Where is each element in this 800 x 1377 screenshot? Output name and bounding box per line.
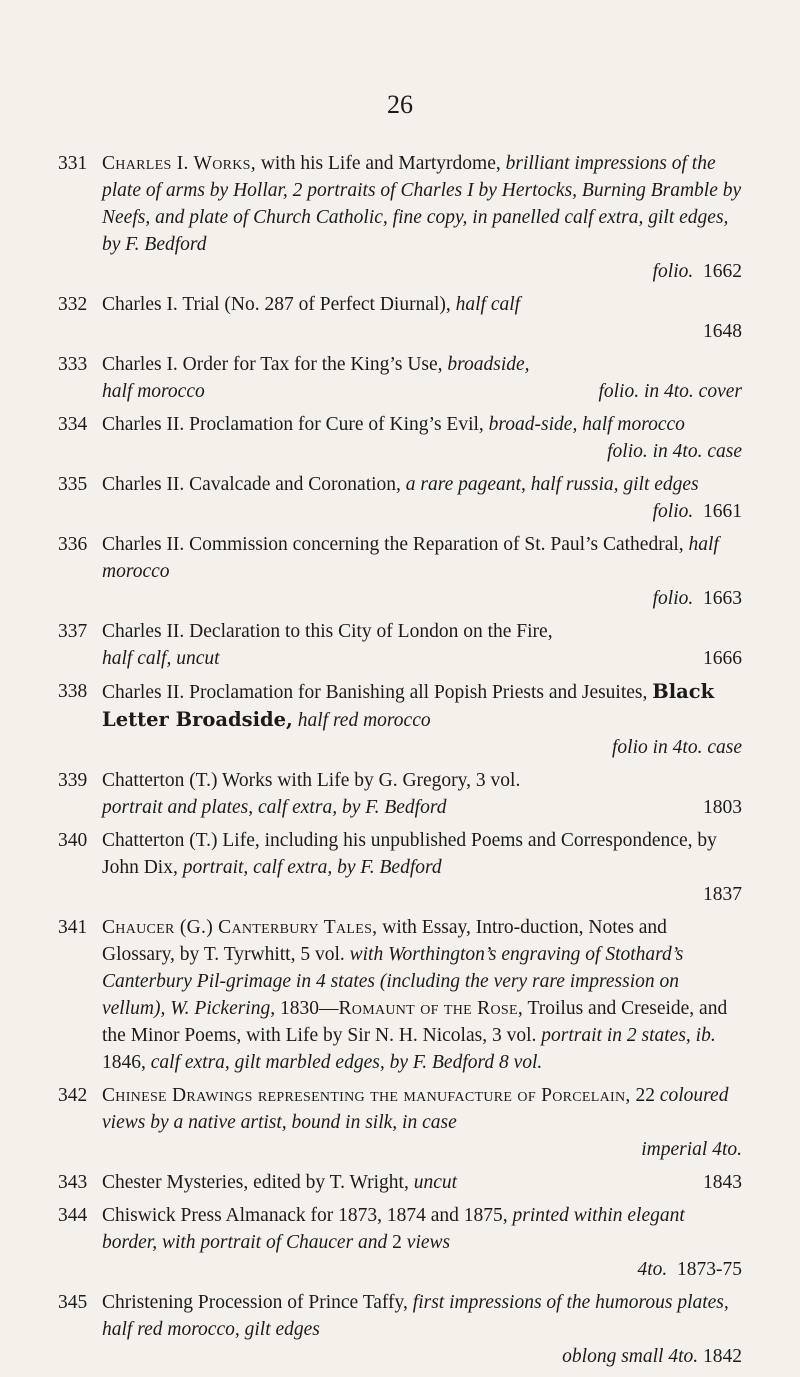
entry-date: 1661: [703, 501, 742, 522]
entry-count: 2: [387, 1232, 407, 1253]
entry-description: Charles I. Order for Tax for the King’s Use,: [102, 354, 448, 375]
entry-description: Charles II. Proclamation for Cure of King’s Evil,: [102, 414, 489, 435]
catalogue-entry-342: [58, 1082, 742, 1163]
entry-format-text: folio. in 4to. case: [607, 441, 742, 462]
entry-description: Charles II. Cavalcade and Coronation,: [102, 474, 406, 495]
entry-type: Black Letter Broadside,: [102, 680, 715, 731]
entry-text: [102, 351, 742, 405]
lot-number: 339: [58, 770, 88, 791]
catalogue-entry-331: [58, 150, 742, 285]
entry-format-date: [102, 258, 742, 285]
entry-format: [102, 438, 742, 465]
entry-plates: with Worthington’s engraving of Stothard’s Canterbury Pil-grimage in 4 states (including the very rare impression on vellum), W. Pickering,: [102, 944, 684, 1019]
entry-text: [102, 411, 742, 465]
catalogue-entry-333: [58, 351, 742, 405]
entry-binding: coloured views by a native artist, bound in silk, in case: [102, 1085, 729, 1133]
entry-binding-date: [102, 645, 742, 672]
lot-number: 343: [58, 1172, 88, 1193]
entry-count: 22: [630, 1085, 660, 1106]
entry-description: Chatterton (T.) Works with Life by G. Gregory, 3 vol.: [102, 770, 521, 791]
catalogue-entry-334: [58, 411, 742, 465]
entry-text: [102, 827, 742, 908]
entry-text: [102, 767, 742, 821]
entry-binding: portrait, calf extra, by F. Bedford: [182, 857, 442, 878]
lot-number: 345: [58, 1292, 88, 1313]
entry-text: [102, 914, 742, 1076]
entry-format-date: [102, 498, 742, 525]
entry-text: [102, 618, 742, 672]
entry-binding: half morocco: [102, 381, 205, 402]
entry-format: [102, 734, 742, 761]
entry-date: 1830—: [275, 998, 339, 1019]
catalogue-entry-335: [58, 471, 742, 525]
entry-title: Chaucer (G.) Canterbury Tales,: [102, 917, 378, 938]
entry-date: 1662: [703, 261, 742, 282]
catalogue-entry-341: [58, 914, 742, 1076]
catalogue-entry-337: [58, 618, 742, 672]
entry-title: Charles I. Works,: [102, 153, 256, 174]
entry-text: [102, 150, 742, 285]
entry-format-date: [102, 1256, 742, 1283]
entry-text: [102, 291, 742, 345]
entry-binding: brilliant impressions of the plate of arms by Hollar, 2 portraits of Charles I by Hertocks, Burning Bramble by Neefs, and plate of Church Catholic, fine copy, in panelled calf extra, gilt edges, by F. Bedford: [102, 153, 742, 255]
entry-text: [102, 1202, 742, 1283]
entry-binding-date: [102, 794, 742, 821]
entry-binding: printed within elegant border, with portrait of Chaucer and: [102, 1205, 685, 1253]
entry-date-2: 1846,: [102, 1052, 151, 1073]
page-number: 26: [387, 90, 413, 119]
entry-description: with his Life and Martyrdome,: [255, 153, 506, 174]
entry-format: 4to.: [637, 1259, 668, 1280]
entry-binding: broad-side, half morocco: [488, 414, 685, 435]
catalogue-entry-345: [58, 1289, 742, 1370]
entry-description: Christening Procession of Prince Taffy,: [102, 1292, 413, 1313]
catalogue-entry-340: [58, 827, 742, 908]
lot-number: 334: [58, 414, 88, 435]
entry-description: Charles I. Trial (No. 287 of Perfect Diurnal),: [102, 294, 456, 315]
entry-binding-format: [102, 378, 742, 405]
entry-date: 1842: [703, 1346, 742, 1367]
entry-binding: portrait and plates, calf extra, by F. Bedford: [102, 797, 447, 818]
lot-number: 341: [58, 917, 88, 938]
entry-description: Chiswick Press Almanack for 1873, 1874 and 1875,: [102, 1205, 513, 1226]
entry-description: Charles II. Declaration to this City of London on the Fire,: [102, 621, 553, 642]
entry-format-date: [102, 585, 742, 612]
entry-description: Charles II. Commission concerning the Reparation of St. Paul’s Cathedral,: [102, 534, 689, 555]
entry-binding: a rare pageant, half russia, gilt edges: [405, 474, 699, 495]
lot-number: 335: [58, 474, 88, 495]
entry-format-date: [102, 1343, 742, 1370]
lot-number: 340: [58, 830, 88, 851]
entry-binding: calf extra, gilt marbled edges, by F. Bedford 8 vol.: [150, 1052, 543, 1073]
entry-format: folio. in 4to. cover: [598, 381, 742, 402]
catalogue-list: [58, 150, 742, 1376]
lot-number: 342: [58, 1085, 88, 1106]
catalogue-entry-339: [58, 767, 742, 821]
entry-date: 1873-75: [677, 1259, 742, 1280]
entry-description-wrap: [102, 1169, 457, 1196]
entry-text: [102, 678, 742, 761]
entry-text: [102, 1082, 742, 1163]
lot-number: 344: [58, 1205, 88, 1226]
entry-format: [102, 1136, 742, 1163]
entry-binding: half calf: [455, 294, 521, 315]
entry-format-text: folio in 4to. case: [612, 737, 742, 758]
entry-portrait: portrait in 2 states, ib.: [541, 1025, 716, 1046]
entry-format: folio.: [652, 588, 694, 609]
entry-date: 1663: [703, 588, 742, 609]
lot-number: 331: [58, 153, 88, 174]
entry-text: [102, 471, 742, 525]
entry-text: [102, 1289, 742, 1370]
entry-binding: half red morocco: [292, 710, 431, 731]
entry-description: Chester Mysteries, edited by T. Wright,: [102, 1172, 414, 1193]
entry-text: [102, 531, 742, 612]
entry-binding: half calf, uncut: [102, 648, 220, 669]
entry-binding: half morocco: [102, 534, 719, 582]
entry-text: [102, 1169, 742, 1196]
entry-description-2: Troilus and Creseide, and the Minor Poems, with Life by Sir N. H. Nicolas, 3 vol.: [102, 998, 728, 1046]
entry-date: 1837: [703, 884, 742, 905]
entry-format-text: imperial 4to.: [641, 1139, 742, 1160]
catalogue-entry-344: [58, 1202, 742, 1283]
entry-description: Chatterton (T.) Life, including his unpublished Poems and Correspondence, by John Dix,: [102, 830, 717, 878]
entry-binding: uncut: [413, 1172, 458, 1193]
lot-number: 336: [58, 534, 88, 555]
entry-views: views: [406, 1232, 451, 1253]
entry-title: Chinese Drawings representing the manufacture of Porcelain,: [102, 1085, 631, 1106]
catalogue-entry-332: [58, 291, 742, 345]
lot-number: 333: [58, 354, 88, 375]
entry-date: 1803: [703, 797, 742, 818]
catalogue-entry-343: [58, 1169, 742, 1196]
lot-number: 332: [58, 294, 88, 315]
entry-date: 1648: [703, 321, 742, 342]
catalogue-entry-336: [58, 531, 742, 612]
entry-description: Charles II. Proclamation for Banishing all Popish Priests and Jesuites,: [102, 682, 653, 703]
entry-format: folio.: [652, 501, 694, 522]
entry-format: oblong small 4to.: [562, 1346, 699, 1367]
entry-subtitle: Romaunt of the Rose,: [338, 998, 523, 1019]
entry-description: with Essay, Intro-duction, Notes and Glossary, by T. Tyrwhitt, 5 vol.: [102, 917, 667, 965]
lot-number: 337: [58, 621, 88, 642]
entry-format: folio.: [652, 261, 694, 282]
entry-type: broadside,: [447, 354, 530, 375]
entry-binding: first impressions of the humorous plates, half red morocco, gilt edges: [102, 1292, 729, 1340]
lot-number: 338: [58, 681, 88, 702]
entry-date: 1843: [703, 1172, 742, 1193]
entry-date: 1666: [703, 648, 742, 669]
catalogue-entry-338: [58, 678, 742, 761]
